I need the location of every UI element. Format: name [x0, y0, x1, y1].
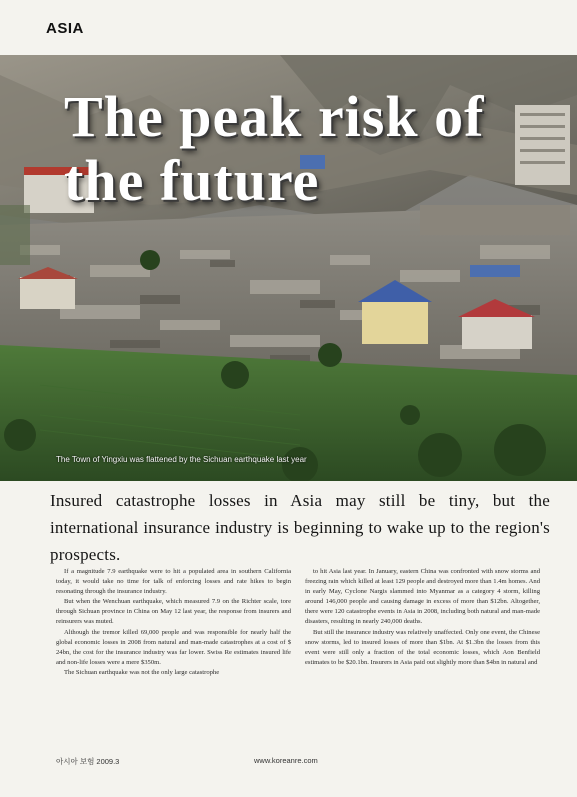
article-title [64, 85, 564, 213]
article-title-line-2: the future [64, 148, 320, 213]
body-column-2 [305, 567, 540, 753]
article-body [56, 567, 540, 753]
body-paragraph: But still the insurance industry was relatively unaffected. Only one event, the Chinese snow storms, led to insured losses of more than $1bn. At $1.3bn the losses from this event were still only a fraction of the total economic losses, which Aon Benfield estimates to be $20.1bn. Insurers in Asia paid out slightly more than $4bn in natural and [305, 628, 540, 666]
article-title-line-1: The peak risk of [64, 84, 485, 149]
footer-issue: 아시아 보험 2009.3 [56, 757, 120, 766]
body-paragraph: Although the tremor killed 69,000 people and was responsible for nearly half the global economic losses in 2008 from natural and man-made catastrophes at a cost of $ 24bn, the cost for the insurance industry was far lower. Swiss Re estimates insured life and non-life losses were a mere $350m. [56, 628, 291, 666]
body-column-1 [56, 567, 291, 753]
photo-caption: The Town of Yingxiu was flattened by the Sichuan earthquake last year [56, 455, 307, 464]
body-paragraph: The Sichuan earthquake was not the only large catastrophe [64, 668, 220, 676]
footer-website: www.koreanre.com [254, 756, 318, 765]
hero-photo [0, 55, 577, 481]
section-label: ASIA [46, 20, 84, 37]
body-paragraph: If a magnitude 7.9 earthquake were to hit a populated area in southern California today, it would take no time for talk of enforcing losses and rate hikes to begin resonating through the insurance industry. [56, 568, 291, 596]
body-paragraph: But when the Wenchuan earthquake, which measured 7.9 on the Richter scale, tore through Sichuan province in China on May 12 last year, the response from insurers and reinsurers was muted. [56, 598, 291, 626]
body-paragraph: to hit Asia last year. In January, eastern China was confronted with snow storms and freezing rain which killed at least 129 people and destroyed more than 1.4m homes. And in early May, Cyclone Nargis slammed into Myanmar as a category 4 storm, killing around 146,000 people and causing damage in excess of more than $12bn. Altogether, there were 120 catastrophe events in Asia in 2008, including both natural and man-made disasters, resulting in nearly 240,000 deaths. [305, 568, 540, 626]
article-deck: Insured catastrophe losses in Asia may still be tiny, but the international insurance industry is beginning to wake up to the region's prospects. [50, 491, 550, 564]
